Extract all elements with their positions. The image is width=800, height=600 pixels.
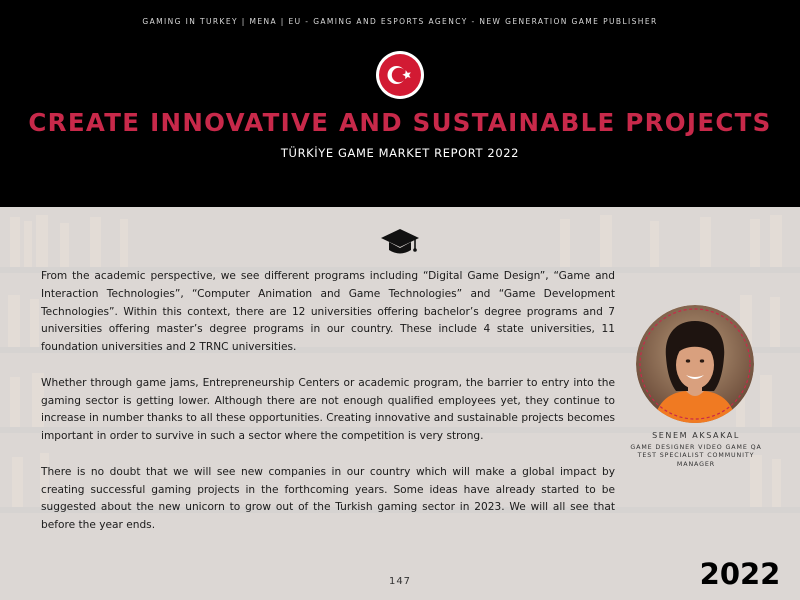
author-role: GAME DESIGNER VIDEO GAME QA TEST SPECIALIST COMMUNITY MANAGER	[630, 444, 762, 468]
article-body	[41, 268, 615, 553]
report-year: 2022	[699, 557, 781, 591]
page-header	[0, 0, 800, 207]
author-name: SENEM AKSAKAL	[652, 431, 740, 440]
paragraph-future: There is no doubt that we will see new companies in our country which will make a global impact by creating successful gaming projects in the forthcoming years. Some ideas have already started to be suggested about the new unicorn to grow out of the Turkish gaming sector in 2023. We will all see that before the year ends.	[41, 465, 615, 532]
author-portrait	[636, 305, 754, 423]
page-number: 147	[388, 576, 412, 587]
header-tagline: GAMING IN TURKEY | MENA | EU - GAMING AND ESPORTS AGENCY - NEW GENERATION GAME PUBLISHER	[142, 17, 658, 26]
paragraph-barrier: Whether through game jams, Entrepreneurship Centers or academic program, the barrier to entry into the gaming sector is getting lower. Although there are not enough qualified employees yet, they continue to increase in number thanks to all these opportunities. Creating innovative and sustainable projects becomes important in order to survive in such a sector where the competition is very strong.	[41, 376, 615, 443]
report-subtitle: TÜRKİYE GAME MARKET REPORT 2022	[280, 146, 520, 160]
page-title: CREATE INNOVATIVE AND SUSTAINABLE PROJECTS	[28, 108, 772, 137]
turkish-flag-icon	[376, 51, 424, 99]
graduation-cap-icon	[380, 227, 420, 257]
content-area	[0, 207, 800, 600]
paragraph-academic: From the academic perspective, we see different programs including “Digital Game Design”, “Game and Interaction Technologies”, “Computer Animation and Game Technologies” and “Game Development Technologies”. Within this context, there are 12 universities offering bachelor’s degree programs and 7 universities offering master’s degree programs in our country. These include 4 state universities, 11 foundation universities and 2 TRNC universities.	[41, 270, 615, 354]
